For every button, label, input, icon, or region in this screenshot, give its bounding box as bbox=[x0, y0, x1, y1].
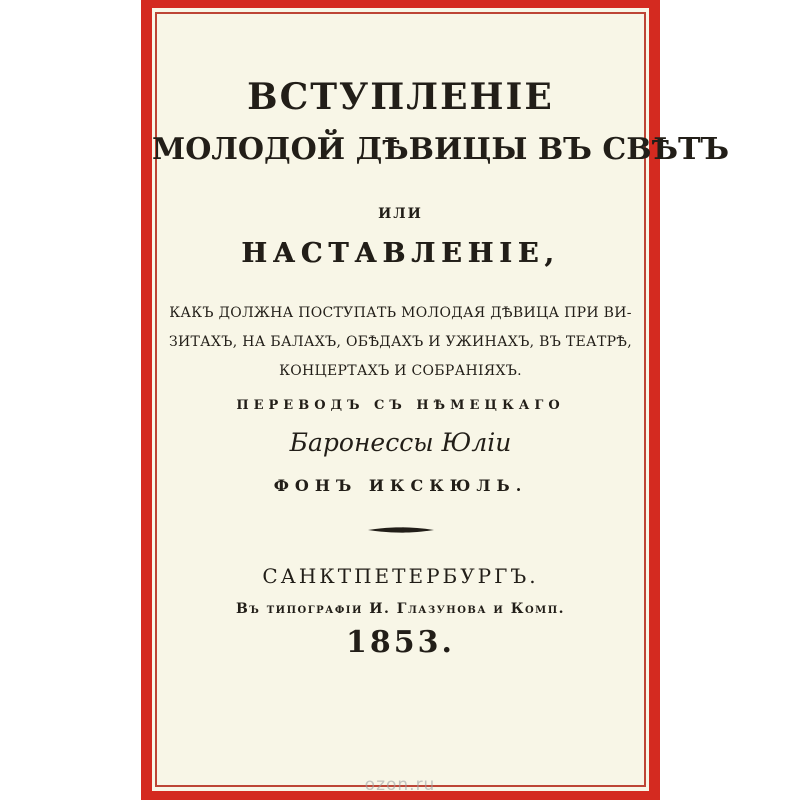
translation-note: ПЕРЕВОДЪ СЪ НѢМЕЦКАГО bbox=[236, 398, 565, 413]
imprint-year: 1853. bbox=[346, 625, 455, 660]
book-title-line1: ВСТУПЛЕНІЕ bbox=[247, 76, 554, 118]
imprint-printer: Въ типографіи И. Глазунова и Комп. bbox=[235, 601, 566, 617]
watermark: ozon.ru bbox=[364, 775, 436, 795]
imprint-city: САНКТПЕТЕРБУРГЪ. bbox=[262, 564, 539, 588]
description-line: КОНЦЕРТАХЪ И СОБРАНІЯХЪ. bbox=[279, 363, 522, 379]
author-name: Баронессы Юліи bbox=[289, 428, 512, 457]
description-line: ЗИТАХЪ, НА БАЛАХЪ, ОБѢДАХЪ И УЖИНАХЪ, ВЪ ТЕАТРѢ, bbox=[168, 334, 633, 350]
subtitle-description bbox=[152, 299, 649, 386]
divider-ornament bbox=[152, 519, 649, 531]
author-surname: ФОНЪ ИКСКЮЛЬ. bbox=[273, 476, 528, 495]
book-title-page bbox=[141, 0, 730, 800]
description-line: КАКЪ ДОЛЖНА ПОСТУПАТЬ МОЛОДАЯ ДѢВИЦА ПРИ ВИ- bbox=[169, 305, 632, 321]
book-title-line2: МОЛОДОЙ ДѢВИЦЫ ВЪ СВѢТЪ bbox=[152, 132, 730, 167]
book-subtitle: НАСТАВЛЕНІЕ, bbox=[241, 238, 560, 269]
title-conjunction: ИЛИ bbox=[378, 206, 423, 222]
